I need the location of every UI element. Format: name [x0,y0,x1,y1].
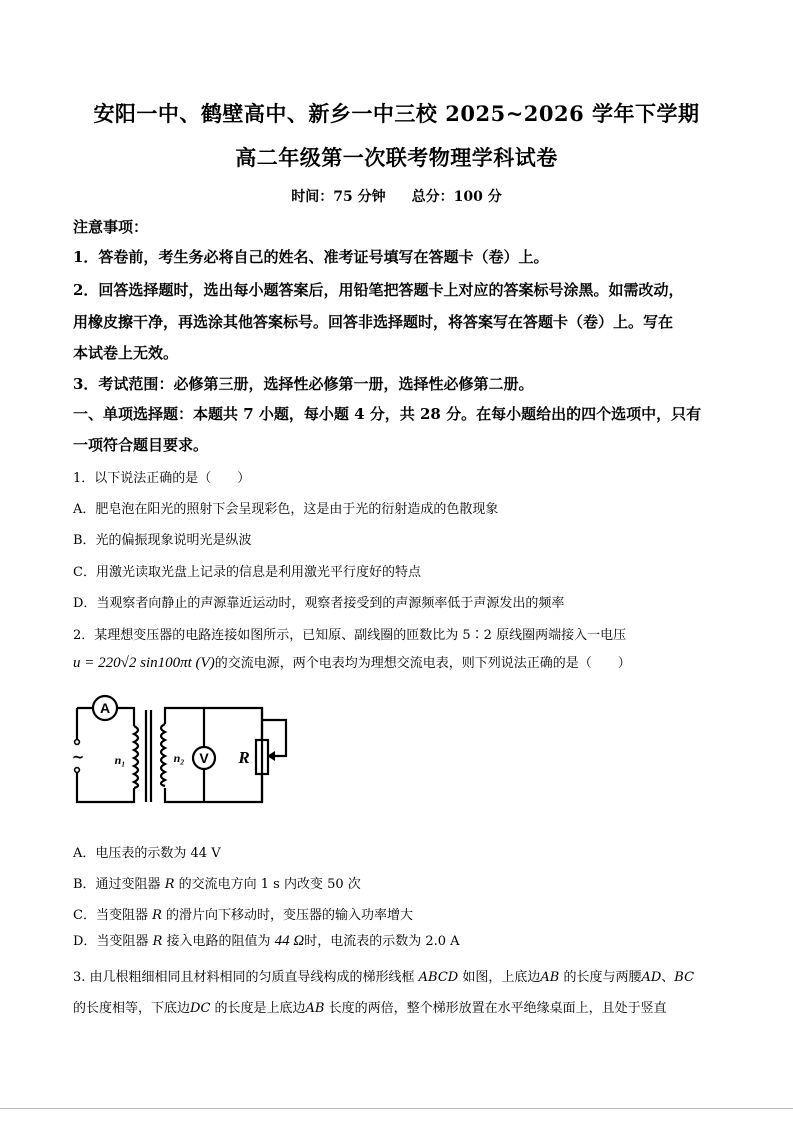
exam-time: 时间：75 分钟 [291,189,386,205]
ac-source-symbol: ~ [71,748,85,766]
primary-coil [134,726,138,788]
title-line-1: 安阳一中、鹤壁高中、新乡一中三校 2025~2026 学年下学期 [93,101,700,126]
q2-option-d [73,930,460,950]
secondary-coil [161,724,165,786]
q2-stem-line-1: 2．某理想变压器的电路连接如图所示，已知原、副线圈的匝数比为 5∶2 原线圈两端接入一电压 [73,628,627,643]
q2-option-c-text: C．当变阻器 [73,908,153,923]
primary-coil-label: n₁ [114,753,126,767]
voltage-formula: u = 220√2 sin100πt (V) [73,655,215,671]
q3-sep: 、 [661,970,675,985]
source-terminal-bottom [75,768,80,773]
notes-heading: 注意事项： [73,218,149,236]
ammeter-label: A [99,700,111,716]
q3-text-4: 的长度相等，下底边 [73,1001,191,1016]
notes-item-2-line-2: 用橡皮擦干净，再选涂其他答案标号。回答非选择题时，将答案写在答题卡（卷）上。写在 [73,313,674,331]
q3-line-1 [73,966,694,985]
q3-text-3: 的长度与两腰 [559,970,642,985]
q1-option-a: A．肥皂泡在阳光的照射下会呈现彩色，这是由于光的衍射造成的色散现象 [73,502,499,517]
q2-option-d-text-2: 接入电路的阻值为 [162,934,275,949]
q1-option-b: B．光的偏振现象说明光是纵波 [73,533,252,548]
q2-option-d-text: D．当变阻器 [73,934,153,949]
transformer-core [146,710,151,802]
notes-item-2-line-1: 2．回答选择题时，选出每小题答案后，用铅笔把答题卡上对应的答案标号涂黑。如需改动， [73,281,684,299]
slider-wire [262,720,286,756]
q3-var-abcd: ABCD [418,970,459,985]
q2-option-b-var: R [164,877,175,892]
notes-item-2-line-3: 本试卷上无效。 [73,344,179,362]
q2-option-b-text: B．通过变阻器 [73,877,165,892]
source-terminal-top [75,740,80,745]
q3-text-6: 长度的两倍，整个梯形放置在水平绝缘桌面上，且处于竖直 [324,1001,667,1016]
q2-stem-line-2 [73,652,631,672]
resistor-label: R [238,748,250,767]
q2-option-d-value: 44 Ω [274,933,305,949]
q2-option-c-text-2: 的滑片向下移动时，变压器的输入功率增大 [161,908,414,923]
q3-var-ab: AB [540,970,560,985]
q3-var-ad: AD [641,970,662,985]
exam-score: 总分：100 分 [411,189,502,205]
q3-text-1: 3. 由几根粗细相同且材料相同的匀质直导线构成的梯形线框 [73,970,419,985]
page-bottom-rule [0,1108,793,1109]
q3-var-bc: BC [674,970,695,985]
title-line-2: 高二年级第一次联考物理学科试卷 [235,145,558,170]
q2-option-d-text-3: 时，电流表的示数为 2.0 A [304,934,460,949]
q1-option-c: C．用激光读取光盘上记录的信息是利用激光平行度好的特点 [73,565,421,580]
notes-item-3: 3．考试范围：必修第三册，选择性必修第一册，选择性必修第二册。 [73,375,534,393]
q1-stem: 1．以下说法正确的是（ ） [73,471,251,486]
q3-var-dc: DC [190,1001,211,1016]
q2-stem-line-2-text: 的交流电源，两个电表均为理想交流电表，则下列说法正确的是（ ） [214,656,631,671]
q3-line-2 [73,997,667,1016]
transformer-circuit-diagram [70,690,300,810]
q2-option-d-var: R [152,934,163,949]
q2-option-c-var: R [152,908,162,923]
exam-meta [0,186,793,206]
section-1-heading-line-1: 一、单项选择题：本题共 7 小题，每小题 4 分，共 28 分。在每小题给出的四个选项中，只有 [73,405,702,423]
q3-var-ab-2: AB [305,1001,325,1016]
q2-option-c [73,904,413,923]
q3-text-5: 的长度是上底边 [210,1001,306,1016]
q2-option-b [73,873,361,892]
voltmeter-label: V [199,750,209,766]
section-1-heading-line-2: 一项符合题目要求。 [73,436,209,454]
primary-wire-left [77,708,134,802]
notes-item-1: 1．答卷前，考生务必将自己的姓名、准考证号填写在答题卡（卷）上。 [73,248,549,266]
q2-option-b-text-2: 的交流电方向 1 s 内改变 50 次 [174,877,361,892]
q2-option-a: A．电压表的示数为 44 V [73,846,221,861]
q3-text-2: 如图，上底边 [458,970,541,985]
secondary-coil-label: n₂ [173,751,185,765]
q1-option-d: D．当观察者向静止的声源靠近运动时，观察者接受到的声源频率低于声源发出的频率 [73,596,565,611]
